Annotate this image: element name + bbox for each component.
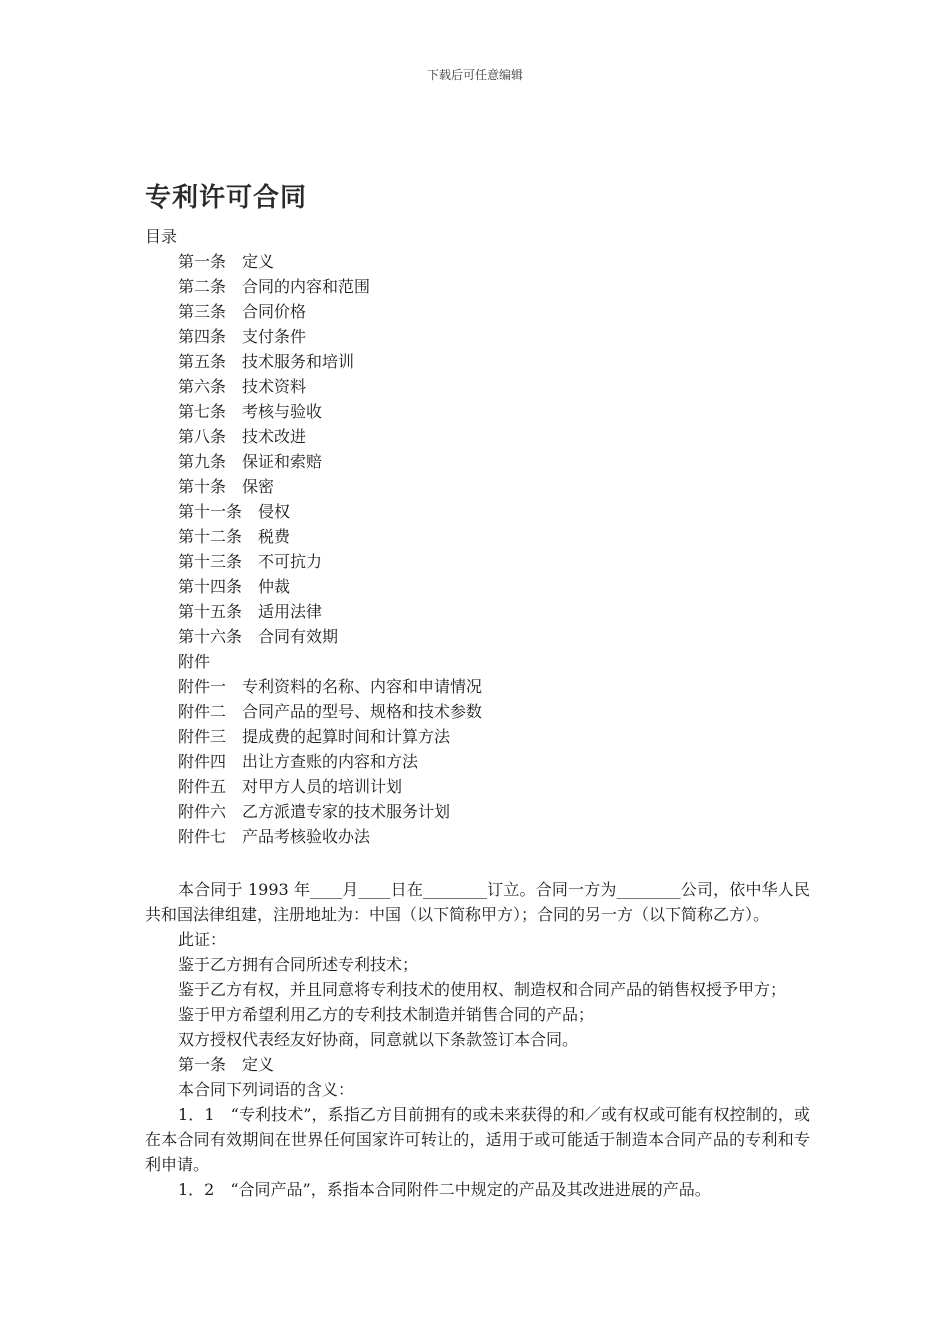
annex-item-number: 附件六 [178, 802, 227, 821]
toc-item-label: 侵权 [258, 502, 291, 521]
toc-item-label: 保密 [242, 477, 275, 496]
toc-item-number: 第九条 [178, 452, 227, 471]
toc-item-number: 第五条 [178, 352, 227, 371]
toc-item [145, 399, 810, 424]
header-note: 下载后可任意编辑 [426, 68, 523, 82]
toc-item-number: 第二条 [178, 277, 227, 296]
toc-item [145, 249, 810, 274]
whereas-clause: 鉴于乙方拥有合同所述专利技术； [178, 955, 419, 974]
toc-item-label: 税费 [258, 527, 291, 546]
annex-item-label: 乙方派遣专家的技术服务计划 [242, 802, 451, 821]
definition-clause: 1．1 “专利技术”，系指乙方目前拥有的或未来获得的和／或有权或可能有权控制的，或在本合同有效期间在世界任何国家许可转让的，适用于或可能适于制造本合同产品的专利和专利申请。 [145, 1105, 810, 1174]
toc-heading: 目录 [145, 227, 178, 246]
toc-item-label: 技术服务和培训 [242, 352, 355, 371]
toc-item-label: 定义 [242, 252, 275, 271]
annex-item-number: 附件七 [178, 827, 227, 846]
toc-item-number: 第四条 [178, 327, 227, 346]
toc-annexes [145, 674, 810, 849]
article-title: 定义 [242, 1055, 275, 1074]
annex-item-label: 专利资料的名称、内容和申请情况 [242, 677, 483, 696]
toc-item-number: 第七条 [178, 402, 227, 421]
toc-item-number: 第三条 [178, 302, 227, 321]
annex-item-label: 出让方查账的内容和方法 [242, 752, 419, 771]
whereas-clause: 鉴于甲方希望利用乙方的专利技术制造并销售合同的产品； [178, 1005, 595, 1024]
annex-item-number: 附件五 [178, 777, 227, 796]
toc-item [145, 474, 810, 499]
toc-item [145, 424, 810, 449]
article-number: 第一条 [178, 1055, 227, 1074]
annex-item-number: 附件二 [178, 702, 227, 721]
toc-item-label: 支付条件 [242, 327, 307, 346]
annex-item [145, 824, 810, 849]
toc-item [145, 549, 810, 574]
toc-item-label: 合同有效期 [258, 627, 339, 646]
toc-item [145, 599, 810, 624]
annex-item [145, 774, 810, 799]
definitions-intro: 本合同下列词语的含义： [178, 1080, 355, 1099]
annex-item-label: 提成费的起算时间和计算方法 [242, 727, 451, 746]
toc-item-number: 第十三条 [178, 552, 243, 571]
annex-item-number: 附件一 [178, 677, 227, 696]
toc-item-number: 第八条 [178, 427, 227, 446]
toc-item-label: 考核与验收 [242, 402, 323, 421]
toc-item [145, 349, 810, 374]
toc-item-number: 第十四条 [178, 577, 243, 596]
toc-item-label: 技术资料 [242, 377, 307, 396]
toc-item-number: 第十二条 [178, 527, 243, 546]
annex-heading: 附件 [178, 652, 211, 671]
annex-item-label: 合同产品的型号、规格和技术参数 [242, 702, 483, 721]
annex-item-number: 附件三 [178, 727, 227, 746]
document-body [145, 180, 810, 1202]
toc-item-label: 合同价格 [242, 302, 307, 321]
toc-item-number: 第一条 [178, 252, 227, 271]
annex-item [145, 724, 810, 749]
toc-item [145, 449, 810, 474]
definition-clause: 1．2 “合同产品”，系指本合同附件二中规定的产品及其改进进展的产品。 [178, 1180, 711, 1199]
annex-item-label: 产品考核验收办法 [242, 827, 371, 846]
toc-item-label: 保证和索赔 [242, 452, 323, 471]
toc-item-number: 第十一条 [178, 502, 243, 521]
toc-item [145, 499, 810, 524]
toc-articles [145, 249, 810, 649]
toc-item-number: 第十五条 [178, 602, 243, 621]
agreement-paragraph: 双方授权代表经友好协商，同意就以下条款签订本合同。 [178, 1030, 579, 1049]
toc-item [145, 299, 810, 324]
witness-line: 此证： [178, 930, 227, 949]
annex-item-number: 附件四 [178, 752, 227, 771]
toc-item [145, 624, 810, 649]
toc-item-label: 不可抗力 [258, 552, 323, 571]
document-title: 专利许可合同 [145, 183, 308, 213]
toc-item [145, 374, 810, 399]
toc-item [145, 274, 810, 299]
article-heading [145, 1052, 810, 1077]
annex-item [145, 699, 810, 724]
annex-item-label: 对甲方人员的培训计划 [242, 777, 403, 796]
toc-item [145, 524, 810, 549]
annex-item [145, 674, 810, 699]
toc-item [145, 574, 810, 599]
contract-body [145, 877, 810, 1202]
toc-item [145, 324, 810, 349]
toc-item-number: 第十条 [178, 477, 227, 496]
intro-paragraph: 本合同于 1993 年____月____日在________订立。合同一方为________公司，依中华人民共和国法律组建，注册地址为：中国（以下简称甲方）；合同的另一方（以下简称乙方）。 [145, 880, 810, 924]
toc-item-number: 第六条 [178, 377, 227, 396]
toc-item-number: 第十六条 [178, 627, 243, 646]
annex-item [145, 799, 810, 824]
toc-item-label: 技术改进 [242, 427, 307, 446]
whereas-clause: 鉴于乙方有权，并且同意将专利技术的使用权、制造权和合同产品的销售权授予甲方； [178, 980, 787, 999]
toc-item-label: 适用法律 [258, 602, 323, 621]
toc-item-label: 仲裁 [258, 577, 291, 596]
annex-item [145, 749, 810, 774]
toc-item-label: 合同的内容和范围 [242, 277, 371, 296]
